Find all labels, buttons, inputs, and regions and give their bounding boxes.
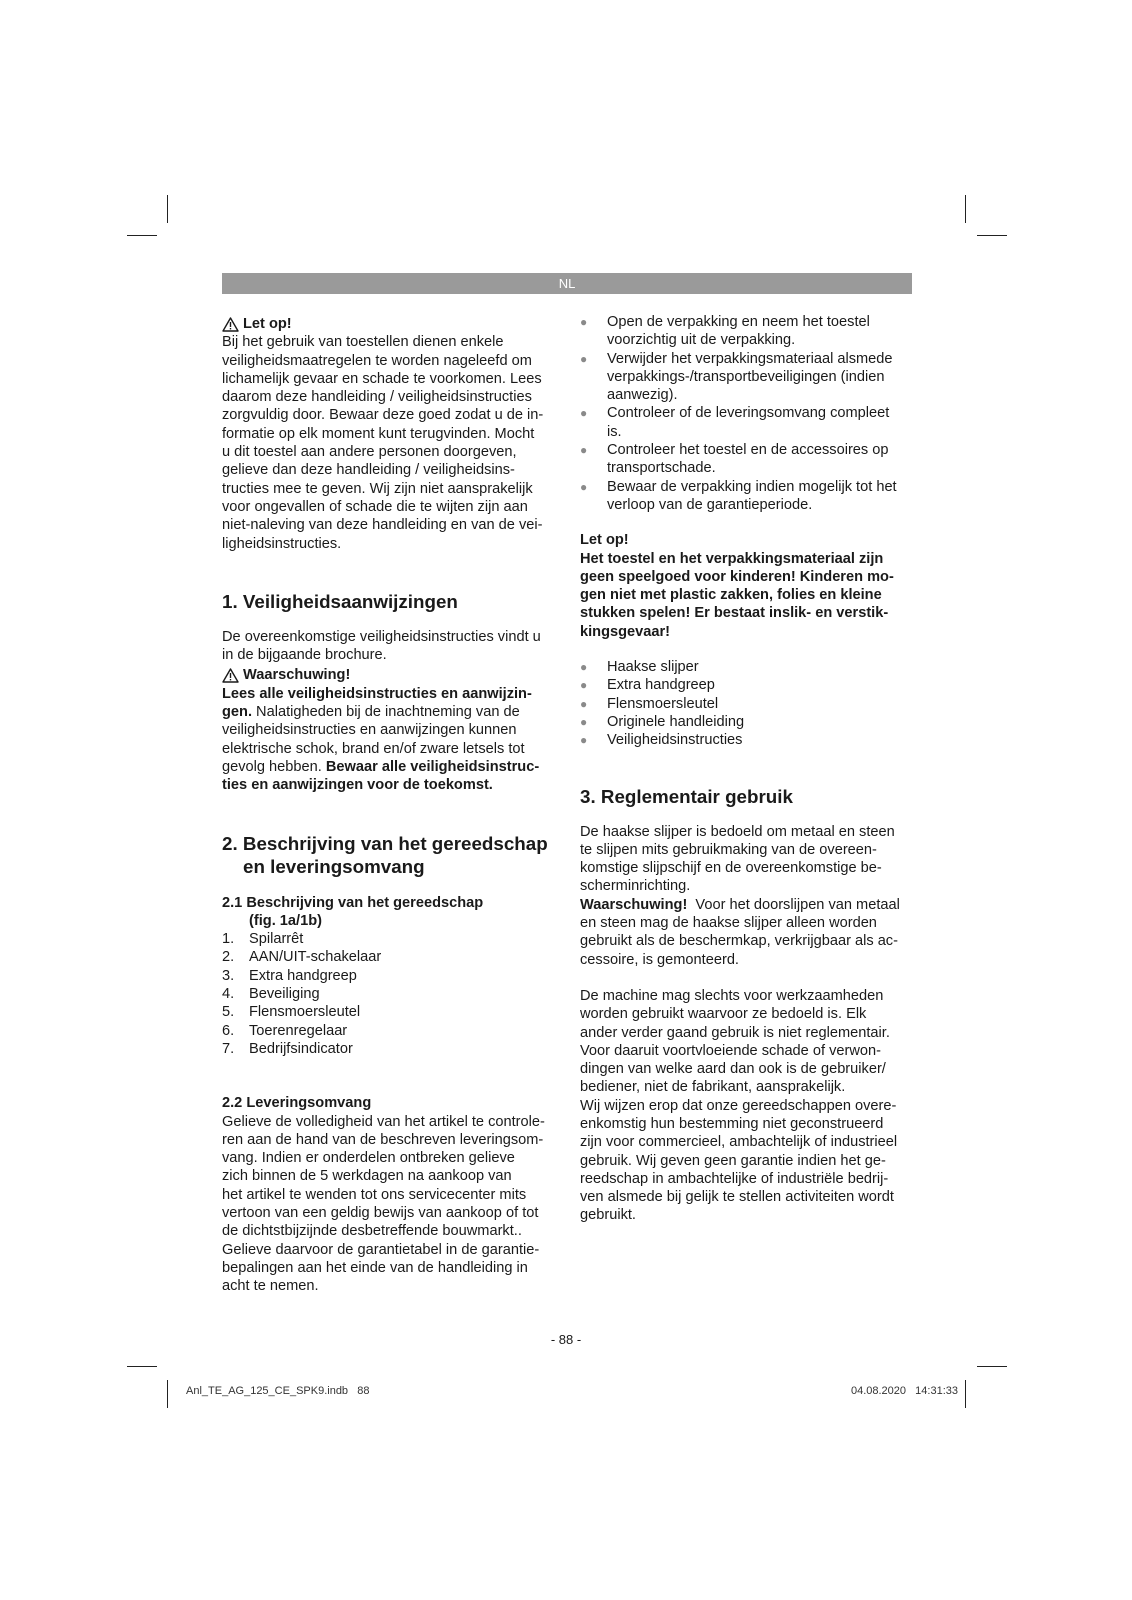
warning-triangle-icon <box>222 317 239 332</box>
section-3-title: 3. Reglementair gebruik <box>580 785 793 807</box>
text-line: Gelieve de volledigheid van het artikel te controle- <box>222 1113 545 1130</box>
text-line: Controleer of de leveringsomvang compleet <box>607 405 890 422</box>
letop-2-title: Let op! <box>580 532 629 549</box>
section-2-2-body <box>222 1113 554 1296</box>
list-item <box>222 948 554 966</box>
text-line: kingsgevaar! <box>580 623 671 640</box>
footer-file: Anl_TE_AG_125_CE_SPK9.indb 88 <box>186 1385 370 1397</box>
bold-text: Waarschuwing! <box>580 896 688 913</box>
text-line: scherminrichting. <box>580 878 691 895</box>
text-line: de dichtstbijzijnde desbetreffende bouwmarkt.. <box>222 1223 522 1240</box>
letop-title: Let op! <box>243 316 292 332</box>
crop-mark <box>965 195 966 223</box>
crop-mark <box>965 1380 966 1408</box>
text-line <box>222 703 554 721</box>
page-number: - 88 - <box>550 1332 582 1347</box>
delivery-contents-list <box>580 658 912 749</box>
list-item <box>580 313 912 350</box>
bold-text: gen. <box>222 704 252 721</box>
crop-mark <box>167 1380 168 1408</box>
parts-list <box>222 930 554 1058</box>
warning-triangle-icon <box>222 668 239 683</box>
text-line: lichamelijk gevaar en schade te voorkomen. Lees <box>222 370 542 387</box>
text-line: daarom deze handleiding / veiligheidsinstructies <box>222 389 532 406</box>
language-bar: NL <box>222 273 912 294</box>
item-text: AAN/UIT-schakelaar <box>249 949 382 966</box>
warning-body <box>222 685 554 795</box>
list-item <box>580 441 912 478</box>
text-line: Voor daaruit voortvloeiende schade of verwon- <box>580 1042 881 1059</box>
section-2-title-line: 2. Beschrijving van het gereedschap <box>222 832 548 854</box>
text-line: verloop van de garantieperiode. <box>607 496 813 513</box>
text-line: worden gebruikt waarvoor ze bedoeld is. Elk <box>580 1006 867 1023</box>
text-line: elektrische schok, brand en/of zware letsels tot <box>222 740 525 757</box>
text-line: De overeenkomstige veiligheidsinstructies vindt u <box>222 628 541 645</box>
text-line: Wij wijzen erop dat onze gereedschappen overe- <box>580 1097 897 1114</box>
bullet-icon: ● <box>580 479 588 494</box>
text-line: niet-naleving van deze handleiding en van de vei- <box>222 517 543 534</box>
item-text: Veiligheidsinstructies <box>607 732 743 749</box>
section-3-body <box>580 823 912 1225</box>
bullet-icon: ● <box>580 406 588 421</box>
item-text: Spilarrêt <box>249 931 304 948</box>
text-line: zijn voor commercieel, ambachtelijk of industrieel <box>580 1134 898 1151</box>
text-line: Controleer het toestel en de accessoires op <box>607 442 889 459</box>
list-item <box>222 930 554 948</box>
list-item <box>222 1022 554 1040</box>
item-number: 1. <box>222 931 235 948</box>
text-line: stukken spelen! Er bestaat inslik- en verstik- <box>580 605 889 622</box>
item-number: 4. <box>222 986 235 1003</box>
bullet-icon: ● <box>580 660 588 675</box>
letop-heading <box>222 315 554 333</box>
text-line: u dit toestel aan andere personen doorgeven, <box>222 444 517 461</box>
section-1-title: 1. Veiligheidsaanwijzingen <box>222 590 458 612</box>
text-line: vertoon van een geldig bewijs van aankoop of tot <box>222 1204 539 1221</box>
item-text: Beveiliging <box>249 986 320 1003</box>
text-line: gebruik. Wij geven geen garantie indien het ge- <box>580 1152 886 1169</box>
item-text: Haakse slijper <box>607 659 699 676</box>
text-line: Bij het gebruik van toestellen dienen enkele <box>222 334 504 351</box>
item-text: Flensmoersleutel <box>249 1004 361 1021</box>
text-line: De machine mag slechts voor werkzaamheden <box>580 987 884 1004</box>
bold-text: Bewaar alle veiligheidsinstruc- <box>325 758 540 775</box>
text-line: Gelieve daarvoor de garantietabel in de garantie- <box>222 1241 540 1258</box>
right-column <box>580 313 912 1225</box>
section-2-title-line: en leveringsomvang <box>243 855 425 877</box>
text-line: cessoire, is gemonteerd. <box>580 951 739 968</box>
text-line: ren aan de hand van de beschreven leveringsom- <box>222 1131 544 1148</box>
subtitle-line: 2.1 Beschrijving van het gereedschap <box>222 894 484 911</box>
list-item <box>580 676 912 694</box>
item-text: Bedrijfsindicator <box>249 1040 353 1057</box>
section-3-paragraph <box>580 987 912 1225</box>
list-item <box>580 695 912 713</box>
text-line: verpakkings-/transportbeveiligingen (indien <box>607 368 885 385</box>
text-line: is. <box>607 423 622 440</box>
text-line: Bewaar de verpakking indien mogelijk tot het <box>607 478 897 495</box>
warning-heading <box>222 666 554 684</box>
text-line: ander verder gaand gebruik is niet reglementair. <box>580 1024 890 1041</box>
list-item <box>580 713 912 731</box>
bullet-icon: ● <box>580 443 588 458</box>
text-line: komstige slijpschijf en de overeenkomstige be- <box>580 860 882 877</box>
list-item <box>222 967 554 985</box>
text-line: voorzichtig uit de verpakking. <box>607 332 796 349</box>
text-line: te slijpen mits gebruikmaking van de overeen- <box>580 841 877 858</box>
bullet-icon: ● <box>580 714 588 729</box>
item-text: Toerenregelaar <box>249 1022 348 1039</box>
text-line: in de bijgaande brochure. <box>222 647 387 664</box>
text-line: gen niet met plastic zakken, folies en kleine <box>580 587 882 604</box>
text-line: veiligheidsmaatregelen te worden nageleefd om <box>222 352 532 369</box>
warning-title: Waarschuwing! <box>243 667 351 684</box>
text-line: tructies mee te geven. Wij zijn niet aansprakelijk <box>222 480 533 497</box>
text-line: ties en aanwijzingen voor de toekomst. <box>222 777 493 794</box>
regular-text: Voor het doorslijpen van metaal <box>687 896 900 913</box>
item-number: 7. <box>222 1040 235 1057</box>
list-item <box>580 350 912 405</box>
left-column <box>222 315 554 1295</box>
regular-text: Nalatigheden bij de inachtneming van de <box>252 704 520 721</box>
text-line: vang. Indien er onderdelen ontbreken gelieve <box>222 1150 515 1167</box>
list-item <box>222 985 554 1003</box>
crop-mark <box>167 195 168 223</box>
text-line: gelieve dan deze handleiding / veiligheidsins- <box>222 462 515 479</box>
text-line: transportschade. <box>607 460 716 477</box>
section-1-body <box>222 628 554 665</box>
letop-2-block <box>580 531 912 641</box>
item-text: Originele handleiding <box>607 713 745 730</box>
text-line: ligheidsinstructies. <box>222 535 342 552</box>
text-line: zorgvuldig door. Bewaar deze goed zodat u de in- <box>222 407 544 424</box>
text-line: Het toestel en het verpakkingsmateriaal zijn <box>580 550 884 567</box>
subtitle-line: (fig. 1a/1b) <box>249 912 322 929</box>
letop-body <box>222 333 554 553</box>
text-line: bepalingen aan het einde van de handleiding in <box>222 1259 528 1276</box>
text-line <box>580 896 912 914</box>
list-item <box>222 1040 554 1058</box>
text-line: acht te nemen. <box>222 1278 319 1295</box>
regular-text: gevolg hebben. <box>222 758 326 775</box>
section-2-2-title: 2.2 Leveringsomvang <box>222 1095 372 1112</box>
bullet-icon: ● <box>580 351 588 366</box>
text-line: reedschap in ambachtelijke of industriële bedrij- <box>580 1170 889 1187</box>
bullet-icon: ● <box>580 733 588 748</box>
list-item <box>580 731 912 749</box>
text-line <box>222 758 554 776</box>
bullet-icon: ● <box>580 696 588 711</box>
item-number: 6. <box>222 1022 235 1039</box>
text-line: dingen van welke aard dan ook is de gebruiker/ <box>580 1061 886 1078</box>
text-line: veiligheidsinstructies en aanwijzingen kunnen <box>222 722 517 739</box>
text-line: enkomstig hun bestemming niet geconstrueerd <box>580 1115 884 1132</box>
text-line: en steen mag de haakse slijper alleen worden <box>580 915 877 932</box>
text-line: zich binnen de 5 werkdagen na aankoop van <box>222 1168 512 1185</box>
bullet-icon: ● <box>580 678 588 693</box>
footer-date: 04.08.2020 14:31:33 <box>850 1385 958 1397</box>
crop-mark <box>977 1366 1007 1367</box>
list-item <box>222 1003 554 1021</box>
list-item <box>580 478 912 515</box>
text-line: bediener, niet de fabrikant, aansprakelijk. <box>580 1079 846 1096</box>
text-line: het artikel te wenden tot ons servicecenter mits <box>222 1186 527 1203</box>
bullet-icon: ● <box>580 315 588 329</box>
item-number: 3. <box>222 967 235 984</box>
text-line: ven alsmede bij gelijk te stellen activiteiten wordt <box>580 1189 894 1206</box>
text-line: gebruikt. <box>580 1207 636 1224</box>
list-item <box>580 404 912 441</box>
text-line: Verwijder het verpakkingsmateriaal alsmede <box>607 350 893 367</box>
crop-mark <box>127 1366 157 1367</box>
crop-mark <box>977 235 1007 236</box>
text-line: formatie op elk moment kunt terugvinden. Mocht <box>222 425 535 442</box>
text-line: Open de verpakking en neem het toestel <box>607 314 870 330</box>
list-item <box>580 658 912 676</box>
item-number: 5. <box>222 1004 235 1021</box>
section-2-1-title <box>222 894 554 931</box>
text-line: gebruikt als de beschermkap, verkrijgbaar als ac- <box>580 933 898 950</box>
item-text: Extra handgreep <box>607 677 715 694</box>
unpacking-list <box>580 313 912 514</box>
text-line: De haakse slijper is bedoeld om metaal en steen <box>580 823 895 840</box>
crop-mark <box>127 235 157 236</box>
text-line: geen speelgoed voor kinderen! Kinderen mo- <box>580 568 894 585</box>
item-text: Flensmoersleutel <box>607 695 719 712</box>
text-line: aanwezig). <box>607 387 678 404</box>
text-line: Lees alle veiligheidsinstructies en aanwijzin- <box>222 685 532 702</box>
text-line: voor ongevallen of schade die te wijten zijn aan <box>222 498 528 515</box>
item-number: 2. <box>222 949 235 966</box>
section-2-title <box>222 832 554 878</box>
item-text: Extra handgreep <box>249 967 357 984</box>
